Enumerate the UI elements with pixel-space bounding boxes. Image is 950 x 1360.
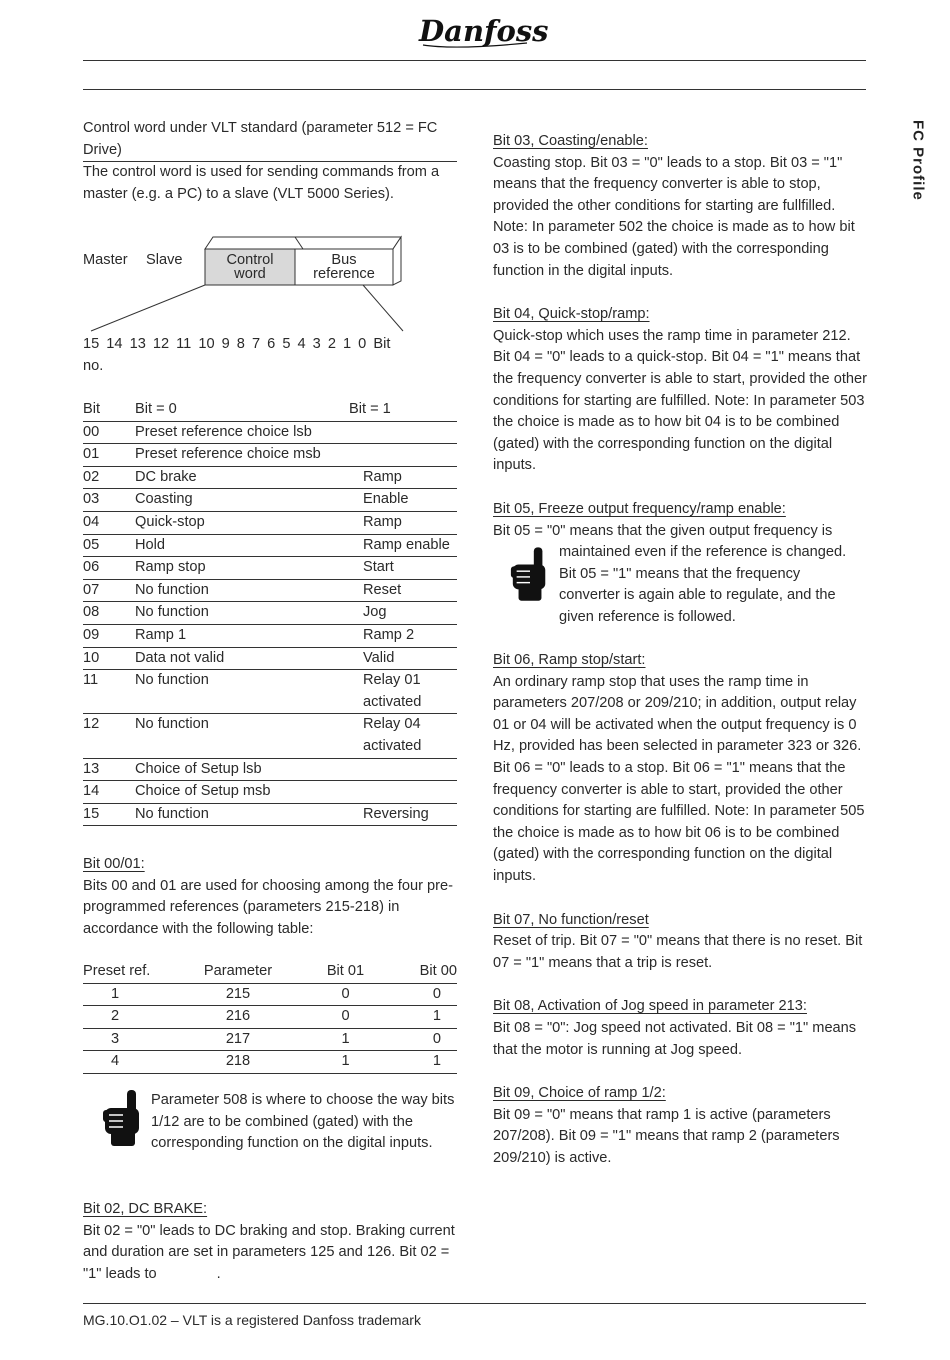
bit-cell: 08: [83, 602, 135, 625]
bit-zero-cell: No function: [135, 670, 349, 714]
preset-cell: 217: [178, 1028, 298, 1051]
bit-cell: 01: [83, 444, 135, 467]
bit02-section: [83, 1199, 457, 1285]
bit-cell: 09: [83, 624, 135, 647]
control-word-line1: Control: [226, 252, 274, 268]
preset-table-row: [83, 1006, 457, 1029]
bit-table-row: [83, 466, 457, 489]
bit-numbers: [83, 334, 457, 377]
preset-cell: 218: [178, 1051, 298, 1074]
bit-table-row: [83, 511, 457, 534]
pointing-hand-icon: [509, 546, 551, 604]
preset-cell: 215: [178, 983, 298, 1006]
preset-cell: 1: [393, 1051, 457, 1074]
bit-one-cell: [349, 781, 457, 804]
footer-text: MG.10.O1.02 – VLT is a registered Danfoss trademark: [83, 1312, 421, 1328]
bit04-title: Bit 04, Quick-stop/ramp:: [493, 306, 650, 323]
bit-cell: 02: [83, 466, 135, 489]
preset-cell: 4: [83, 1051, 178, 1074]
preset-cell: 216: [178, 1006, 298, 1029]
bit-table-row: [83, 781, 457, 804]
bit-one-cell: Ramp 2: [349, 624, 457, 647]
bit-zero-cell: Data not valid: [135, 647, 349, 670]
bus-reference-box: [295, 253, 393, 281]
bit07-title: Bit 07, No function/reset: [493, 911, 649, 928]
bit-cell: 14: [83, 781, 135, 804]
preset-table-row: [83, 1028, 457, 1051]
bit-cell: 15: [83, 803, 135, 826]
bit-cell: 12: [83, 714, 135, 758]
bit-table-row: [83, 421, 457, 444]
control-word-line2: word: [234, 266, 266, 282]
bit-table-row: [83, 444, 457, 467]
bit-table-row: [83, 489, 457, 512]
preset-table: [83, 961, 457, 1074]
preset-cell: 0: [298, 1006, 393, 1029]
bit0001-text: Bits 00 and 01 are used for choosing among the four pre-programmed references (parameters 215-218) in accordance with the following table:: [83, 877, 453, 937]
bit-cell: 00: [83, 421, 135, 444]
bit-zero-cell: Preset reference choice lsb: [135, 421, 349, 444]
bit-cell: 10: [83, 647, 135, 670]
bit02-text: Bit 02 = "0" leads to DC braking and stop. Braking current and duration are set in parameters 125 and 126. Bit 02 = "1" leads to .: [83, 1222, 455, 1282]
bit02-title: Bit 02, DC BRAKE:: [83, 1201, 208, 1217]
preset-cell: 1: [83, 983, 178, 1006]
bit-one-cell: [349, 444, 457, 467]
bit-zero-cell: Preset reference choice msb: [135, 444, 349, 467]
section-tab: [907, 120, 931, 230]
bit-one-cell: [349, 421, 457, 444]
bit-table-row: [83, 670, 457, 714]
preset-header-bit01: Bit 01: [298, 961, 393, 983]
bit-one-cell: Valid: [349, 647, 457, 670]
bit06-title: Bit 06, Ramp stop/start:: [493, 652, 646, 669]
bit-cell: 06: [83, 557, 135, 580]
bit-numbers-line2: no.: [83, 357, 104, 374]
bit0001-title: Bit 00/01:: [83, 856, 145, 872]
bit09-text: Bit 09 = "0" means that ramp 1 is active (parameters 207/208). Bit 09 = "1" means that ramp 2 (parameters 209/210) is active.: [493, 1106, 840, 1166]
preset-header-param: Parameter: [178, 961, 298, 983]
preset-cell: 1: [393, 1006, 457, 1029]
control-word-diagram: [83, 250, 457, 380]
bit03-title: Bit 03, Coasting/enable:: [493, 133, 648, 149]
bit-zero-cell: Choice of Setup msb: [135, 781, 349, 804]
bit-cell: 07: [83, 579, 135, 602]
bit-one-cell: Relay 01 activated: [349, 670, 457, 714]
preset-header-ref: Preset ref.: [83, 961, 178, 983]
bit-numbers-line: 15 14 13 12 11 10 9 8 7 6 5 4 3 2 1 0 Bit: [83, 336, 391, 352]
bit05-note: [493, 542, 868, 628]
bit-zero-cell: Quick-stop: [135, 511, 349, 534]
bit-table-row: [83, 714, 457, 758]
bit-one-cell: Ramp enable: [349, 534, 457, 557]
bit-one-cell: Start: [349, 557, 457, 580]
pointing-hand-icon: [101, 1090, 145, 1148]
right-column: [493, 131, 868, 1170]
bit0001-section: [83, 854, 457, 940]
svg-text:Danfoss: Danfoss: [419, 14, 549, 48]
bit-one-cell: Ramp: [349, 466, 457, 489]
bit-cell: 04: [83, 511, 135, 534]
bit-one-cell: Reset: [349, 579, 457, 602]
bit-zero-cell: No function: [135, 579, 349, 602]
master-label: Master: [83, 252, 128, 268]
intro-title: Control word under VLT standard (parameter 512 = FC Drive): [83, 118, 457, 162]
preset-cell: 0: [393, 983, 457, 1006]
bit-zero-cell: DC brake: [135, 466, 349, 489]
bit-zero-cell: No function: [135, 803, 349, 826]
footer-rule: [83, 1303, 866, 1304]
bit-zero-cell: Coasting: [135, 489, 349, 512]
bit09-title: Bit 09, Choice of ramp 1/2:: [493, 1085, 666, 1102]
preset-cell: 1: [298, 1028, 393, 1051]
preset-cell: 3: [83, 1028, 178, 1051]
bit-table-row: [83, 557, 457, 580]
bit-table-header-bit: Bit: [83, 399, 135, 421]
danfoss-logo: [415, 10, 549, 52]
bit-cell: 05: [83, 534, 135, 557]
note1-text: Parameter 508 is where to choose the way bits 1/12 are to be combined (gated) with the corresponding function on the digital inputs.: [151, 1092, 455, 1152]
bit07-text: Reset of trip. Bit 07 = "0" means that there is no reset. Bit 07 = "1" means that a trip is reset.: [493, 933, 863, 971]
bit-table-row: [83, 647, 457, 670]
bit05-title: Bit 05, Freeze output frequency/ramp enable:: [493, 500, 786, 517]
bit03-text: Coasting stop. Bit 03 = "0" leads to a stop. Bit 03 = "1" means that the frequency converter is able to stop, provided the other conditions for starting are fullfilled. Note: In parameter 502 the choice is made as to how bit 03 is to be combined (gated) with the corresponding function in the digital inputs.: [493, 154, 855, 279]
diagram-graphic: [83, 235, 457, 335]
bit-table-row: [83, 758, 457, 781]
preset-cell: 0: [393, 1028, 457, 1051]
bit05-note-text: maintained even if the reference is changed. Bit 05 = "1" means that the frequency converter is again able to regulate, and the given reference is followed.: [559, 544, 847, 625]
bit-one-cell: Relay 04 activated: [349, 714, 457, 758]
preset-cell: 2: [83, 1006, 178, 1029]
preset-table-header: [83, 961, 457, 983]
bit05-lead: Bit 05 = "0" means that the given output frequency is: [493, 522, 833, 539]
bit-zero-cell: Ramp 1: [135, 624, 349, 647]
bit-one-cell: Ramp: [349, 511, 457, 534]
bit-table-row: [83, 803, 457, 826]
bit-cell: 13: [83, 758, 135, 781]
bit-zero-cell: Hold: [135, 534, 349, 557]
bit-zero-cell: Ramp stop: [135, 557, 349, 580]
bus-reference-line1: Bus: [331, 252, 357, 268]
header-rule-top: [83, 60, 866, 61]
bit-one-cell: Enable: [349, 489, 457, 512]
bit08-text: Bit 08 = "0": Jog speed not activated. Bit 08 = "1" means that the motor is running at Jog speed.: [493, 1020, 857, 1058]
bit-one-cell: Reversing: [349, 803, 457, 826]
bit-zero-cell: Choice of Setup lsb: [135, 758, 349, 781]
bit-table: [83, 399, 457, 826]
section-tab-label: FC Profile: [909, 120, 927, 201]
preset-table-row: [83, 1051, 457, 1074]
control-word-box: [205, 253, 295, 281]
bit-cell: 03: [83, 489, 135, 512]
bit-zero-cell: No function: [135, 714, 349, 758]
bit-table-header: [83, 399, 457, 421]
bit02-text-body: Bit 02 = "0" leads to DC braking and stop. Braking current and duration are set in parameters 125 and 126. Bit 02 = "1" leads to: [83, 1222, 455, 1282]
preset-cell: 0: [298, 983, 393, 1006]
bit04-text: Quick-stop which uses the ramp time in parameter 212. Bit 04 = "0" leads to a quick-stop. Bit 04 = "1" means that the frequency converter is able to start, provided the other conditions for starting are fulfilled. Note: In parameter 503 the choice is made as to how bit 04 is to be combined (gated) with the corresponding function on the digital inputs.: [493, 327, 867, 474]
slave-label: Slave: [146, 252, 183, 268]
bus-reference-line2: reference: [313, 266, 375, 282]
intro-text: The control word is used for sending commands from a master (e.g. a PC) to a slave (VLT 5000 Series).: [83, 164, 440, 202]
bit-one-cell: [349, 758, 457, 781]
bit-table-row: [83, 624, 457, 647]
preset-table-row: [83, 983, 457, 1006]
left-column: [83, 118, 457, 205]
preset-header-bit00: Bit 00: [393, 961, 457, 983]
bit-cell: 11: [83, 670, 135, 714]
note-parameter-508: [83, 1090, 457, 1155]
bit-table-header-zero: Bit = 0: [135, 399, 349, 421]
bit-table-row: [83, 579, 457, 602]
bit-table-header-one: Bit = 1: [349, 399, 457, 421]
bit-zero-cell: No function: [135, 602, 349, 625]
bit-table-row: [83, 534, 457, 557]
bit-table-row: [83, 602, 457, 625]
bit08-title: Bit 08, Activation of Jog speed in parameter 213:: [493, 998, 807, 1015]
bit06-text: An ordinary ramp stop that uses the ramp time in parameters 207/208 or 209/210; in addition, output relay 01 or 04 will be activated when the output frequency is 0 Hz, provided has been selected in parameter 323 or 326. Bit 06 = "0" leads to a stop. Bit 06 = "1" means that the frequency converter is able to start, provided the other conditions for starting are fulfilled. Note: In parameter 505 the choice is made as to how bit 06 is to be combined (gated) with the corresponding function on the digital inputs.: [493, 673, 865, 885]
header-rule-bottom: [83, 89, 866, 90]
bit-one-cell: Jog: [349, 602, 457, 625]
preset-cell: 1: [298, 1051, 393, 1074]
